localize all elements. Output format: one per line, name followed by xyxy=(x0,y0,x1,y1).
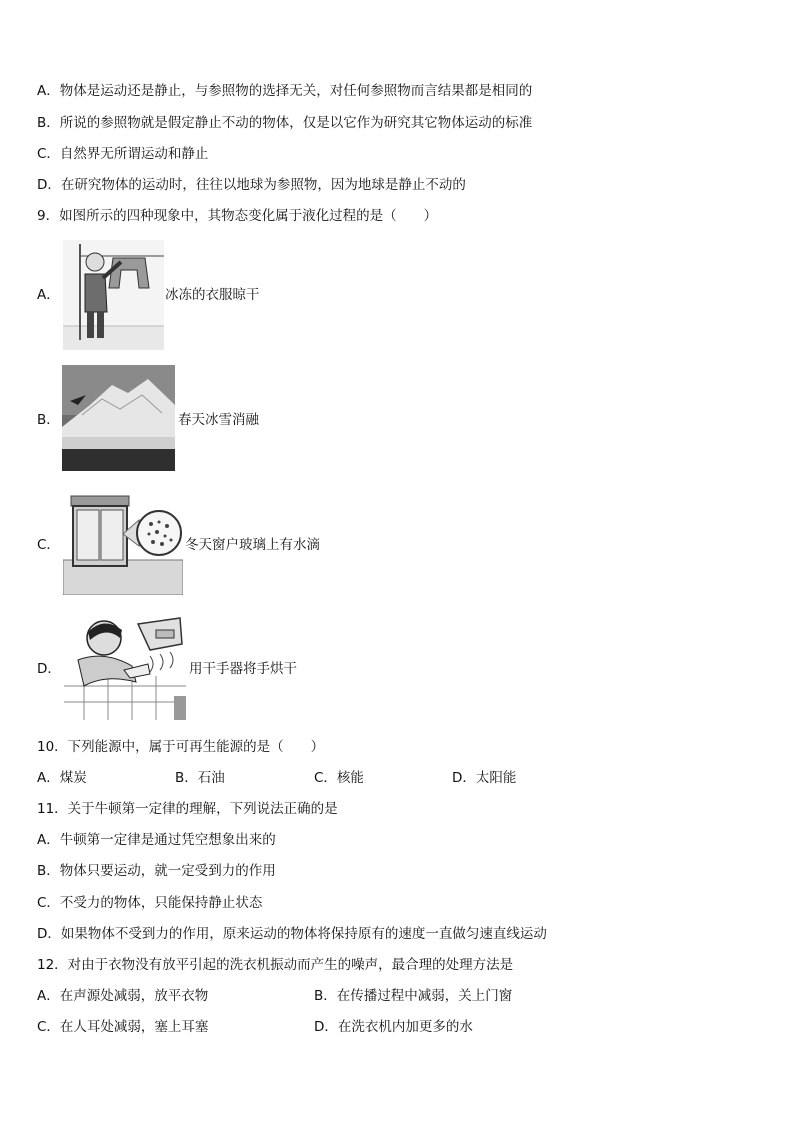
q8-option-b: B．所说的参照物就是假定静止不动的物体，仅是以它作为研究其它物体运动的标准 xyxy=(37,115,533,131)
frozen-clothes-drying-image xyxy=(63,240,164,350)
q9-option-b-caption: 春天冰雪消融 xyxy=(178,412,259,428)
q11-option-d: D．如果物体不受到力的作用，原来运动的物体将保持原有的速度一直做匀速直线运动 xyxy=(37,926,547,942)
q9-option-a-caption: 冰冻的衣服晾干 xyxy=(165,287,260,303)
q8-option-c: C．自然界无所谓运动和静止 xyxy=(37,146,209,162)
q12-option-a: A．在声源处减弱，放平衣物 xyxy=(37,988,209,1004)
q11-stem: 11．关于牛顿第一定律的理解，下列说法正确的是 xyxy=(37,801,338,817)
q9-option-d-caption: 用干手器将手烘干 xyxy=(189,661,297,677)
q12-option-b: B．在传播过程中减弱，关上门窗 xyxy=(314,988,513,1004)
q9-option-c-letter: C． xyxy=(37,537,60,553)
q10-stem: 10．下列能源中，属于可再生能源的是（ ） xyxy=(37,739,325,755)
window-condensation-image xyxy=(63,494,183,595)
q9-option-b-letter: B． xyxy=(37,412,60,428)
q9-stem: 9．如图所示的四种现象中，其物态变化属于液化过程的是（ ） xyxy=(37,208,438,224)
q10-option-a: A．煤炭 xyxy=(37,770,87,786)
hand-dryer-image xyxy=(64,616,186,720)
q8-option-d: D．在研究物体的运动时，往往以地球为参照物，因为地球是静止不动的 xyxy=(37,177,466,193)
q8-option-a: A．物体是运动还是静止，与参照物的选择无关，对任何参照物而言结果都是相同的 xyxy=(37,83,533,99)
q9-option-a-letter: A． xyxy=(37,287,60,303)
q10-option-c: C．核能 xyxy=(314,770,364,786)
q10-option-b: B．石油 xyxy=(175,770,225,786)
q11-option-a: A．牛顿第一定律是通过凭空想象出来的 xyxy=(37,832,276,848)
snow-melting-mountain-image xyxy=(62,365,175,471)
q12-stem: 12．对由于衣物没有放平引起的洗衣机振动而产生的噪声，最合理的处理方法是 xyxy=(37,957,514,973)
q10-option-d: D．太阳能 xyxy=(452,770,517,786)
q11-option-c: C．不受力的物体，只能保持静止状态 xyxy=(37,895,263,911)
q12-option-d: D．在洗衣机内加更多的水 xyxy=(314,1019,473,1035)
q11-option-b: B．物体只要运动，就一定受到力的作用 xyxy=(37,863,276,879)
q12-option-c: C．在人耳处减弱，塞上耳塞 xyxy=(37,1019,209,1035)
q9-option-d-letter: D． xyxy=(37,661,61,677)
q9-option-c-caption: 冬天窗户玻璃上有水滴 xyxy=(185,537,320,553)
